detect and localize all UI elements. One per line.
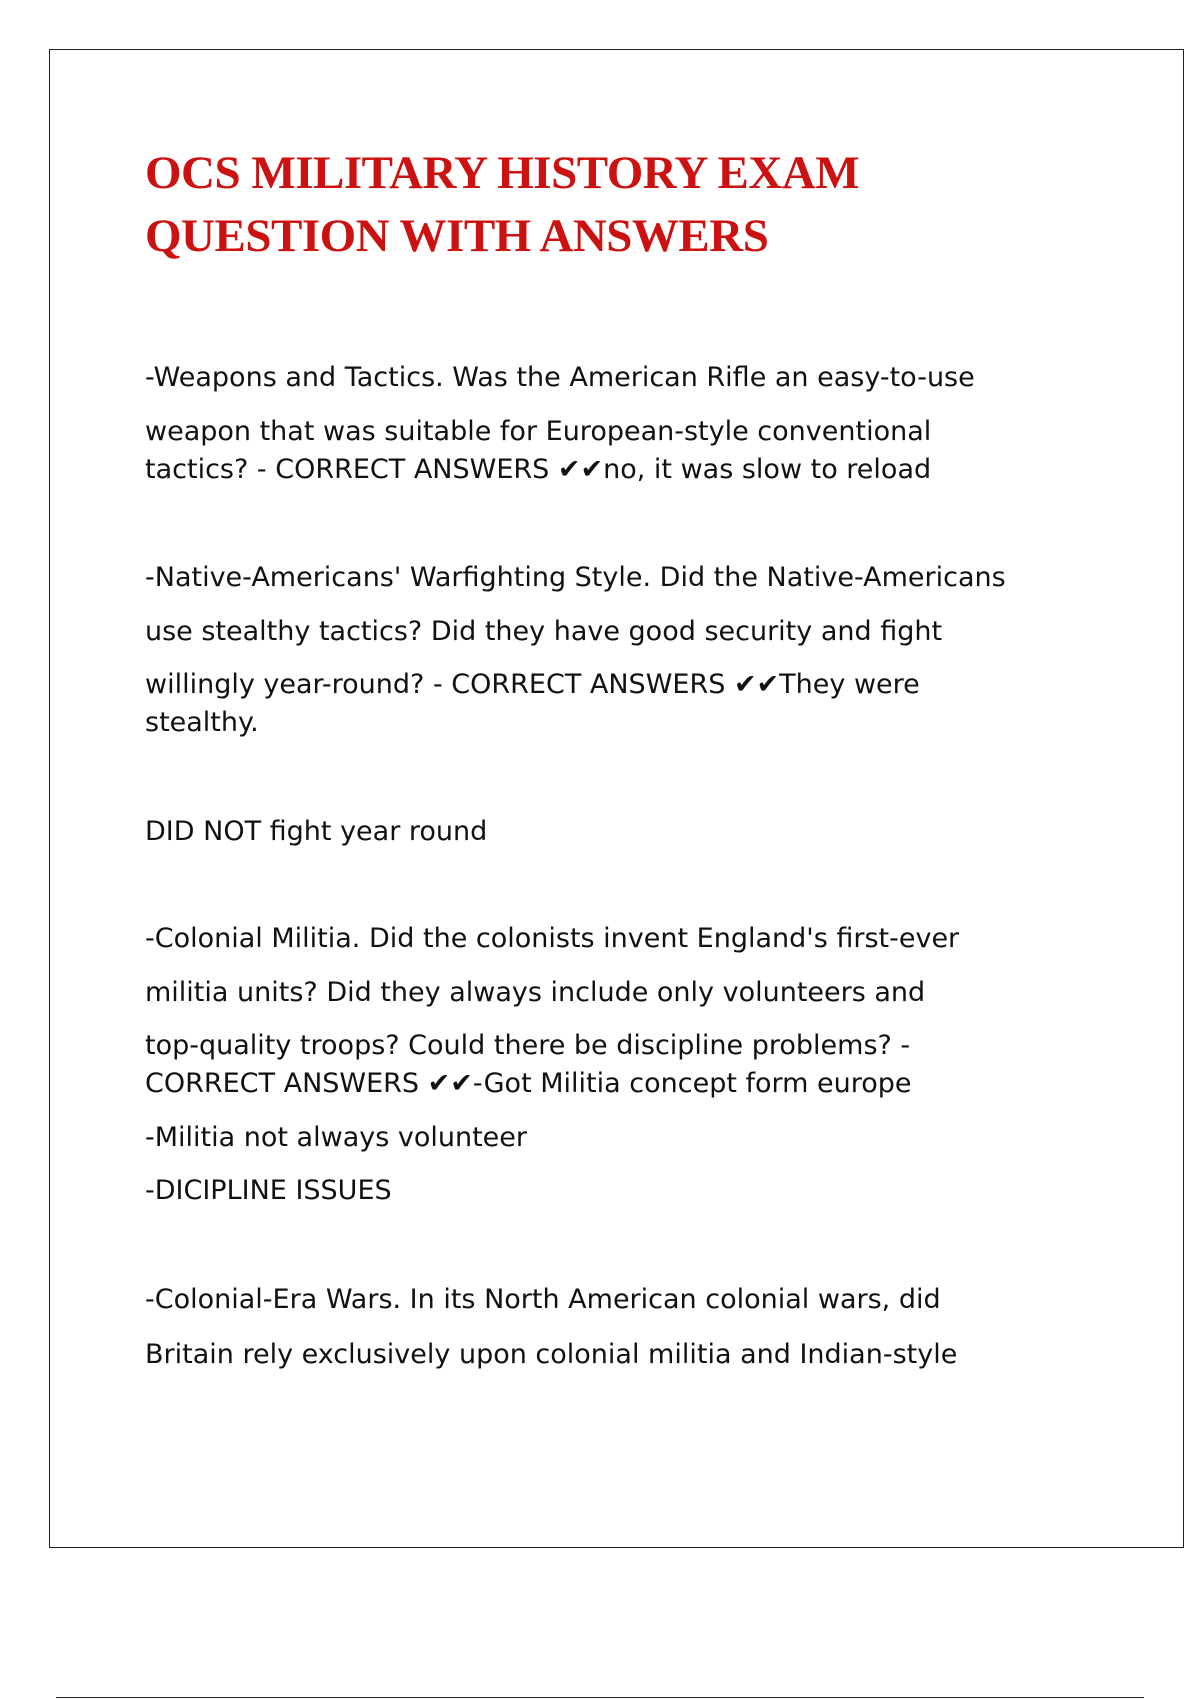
q3-line-2: militia units? Did they always include only volunteers and	[145, 977, 926, 1008]
q2-line-1: -Native-Americans' Warfighting Style. Did the Native-Americans	[145, 562, 1006, 593]
q2-line-2: use stealthy tactics? Did they have good security and fight	[145, 616, 943, 647]
q4-line-1: -Colonial-Era Wars. In its North American colonial wars, did	[145, 1284, 941, 1315]
q1-line-2: weapon that was suitable for European-style conventional	[145, 416, 932, 447]
q2-answer-line: willingly year-round? - CORRECT ANSWERS ✔✔They were	[145, 669, 920, 700]
document-title	[145, 142, 1045, 268]
page-frame	[49, 49, 1184, 1548]
q2-answer-continued: stealthy.	[145, 707, 259, 738]
q1-line-1: -Weapons and Tactics. Was the American Rifle an easy-to-use	[145, 362, 975, 393]
title-line-2: QUESTION WITH ANSWERS	[145, 210, 769, 262]
q3-answer-point-3: -DICIPLINE ISSUES	[145, 1175, 392, 1206]
q3-line-3: top-quality troops? Could there be discipline problems? -	[145, 1030, 911, 1061]
bottom-rule	[56, 1697, 1144, 1698]
q3-answer-line: CORRECT ANSWERS ✔✔-Got Militia concept form europe	[145, 1068, 912, 1099]
q3-line-1: -Colonial Militia. Did the colonists invent England's first-ever	[145, 923, 960, 954]
q2-answer-note: DID NOT fight year round	[145, 816, 488, 847]
title-line-1: OCS MILITARY HISTORY EXAM	[145, 147, 860, 199]
q4-line-2: Britain rely exclusively upon colonial militia and Indian-style	[145, 1339, 958, 1370]
q1-answer-line: tactics? - CORRECT ANSWERS ✔✔no, it was slow to reload	[145, 454, 932, 485]
q3-answer-point-2: -Militia not always volunteer	[145, 1122, 527, 1153]
